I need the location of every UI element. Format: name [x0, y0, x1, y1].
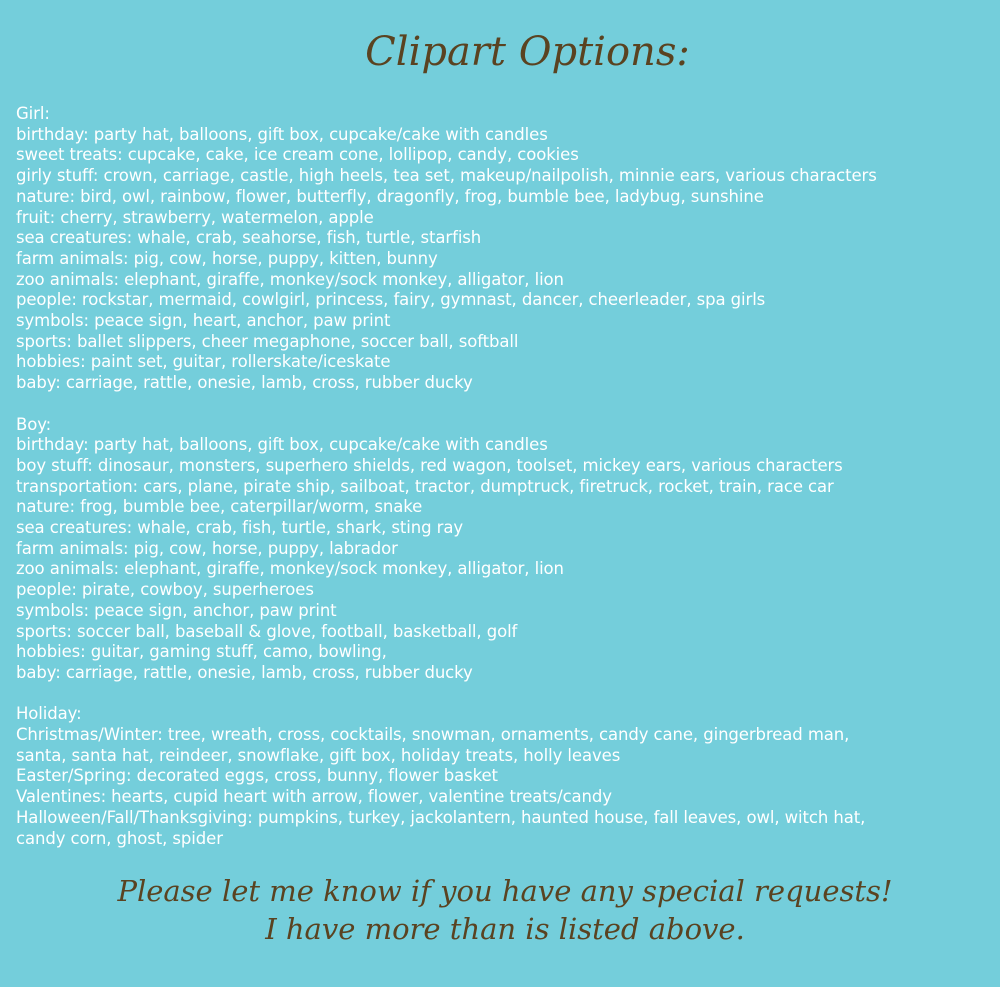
list-item: Christmas/Winter: tree, wreath, cross, cocktails, snowman, ornaments, candy cane, gingerbread man, — [16, 725, 850, 745]
list-item: hobbies: guitar, gaming stuff, camo, bowling, — [16, 642, 387, 662]
footer-line-2: I have more than is listed above. — [265, 912, 745, 946]
list-item: birthday: party hat, balloons, gift box, cupcake/cake with candles — [16, 435, 548, 455]
list-item: boy stuff: dinosaur, monsters, superhero shields, red wagon, toolset, mickey ears, various characters — [16, 455, 843, 475]
list-item: symbols: peace sign, anchor, paw print — [16, 600, 337, 620]
list-item: baby: carriage, rattle, onesie, lamb, cross, rubber ducky — [16, 662, 473, 682]
section-holiday — [16, 704, 996, 849]
list-item: sports: soccer ball, baseball & glove, football, basketball, golf — [16, 621, 518, 641]
list-item: fruit: cherry, strawberry, watermelon, apple — [16, 207, 374, 227]
list-item: baby: carriage, rattle, onesie, lamb, cross, rubber ducky — [16, 373, 473, 393]
options-list — [16, 104, 996, 870]
list-item: sports: ballet slippers, cheer megaphone, soccer ball, softball — [16, 331, 519, 351]
section-heading: Holiday: — [16, 704, 82, 724]
list-item: farm animals: pig, cow, horse, puppy, labrador — [16, 538, 398, 558]
list-item: people: pirate, cowboy, superheroes — [16, 580, 314, 600]
section-heading: Girl: — [16, 104, 50, 123]
list-item: zoo animals: elephant, giraffe, monkey/sock monkey, alligator, lion — [16, 559, 564, 579]
list-item: hobbies: paint set, guitar, rollerskate/iceskate — [16, 352, 391, 372]
list-item: zoo animals: elephant, giraffe, monkey/sock monkey, alligator, lion — [16, 269, 564, 289]
footer-line-1: Please let me know if you have any special requests! — [117, 874, 893, 908]
section-heading: Boy: — [16, 414, 52, 434]
list-item: nature: bird, owl, rainbow, flower, butterfly, dragonfly, frog, bumble bee, ladybug, sunshine — [16, 186, 764, 206]
list-item: farm animals: pig, cow, horse, puppy, kitten, bunny — [16, 248, 438, 268]
list-item: girly stuff: crown, carriage, castle, high heels, tea set, makeup/nailpolish, minnie ears, various characters — [16, 166, 877, 186]
list-item: sea creatures: whale, crab, seahorse, fish, turtle, starfish — [16, 228, 482, 248]
list-item: santa, santa hat, reindeer, snowflake, gift box, holiday treats, holly leaves — [16, 745, 621, 765]
list-item: symbols: peace sign, heart, anchor, paw print — [16, 311, 391, 331]
section-girl — [16, 104, 996, 394]
list-item: Halloween/Fall/Thanksgiving: pumpkins, turkey, jackolantern, haunted house, fall leaves, owl, witch hat, — [16, 807, 866, 827]
list-item: Valentines: hearts, cupid heart with arrow, flower, valentine treats/candy — [16, 787, 612, 807]
list-item: sea creatures: whale, crab, fish, turtle, shark, sting ray — [16, 518, 463, 538]
list-item: candy corn, ghost, spider — [16, 828, 223, 848]
list-item: transportation: cars, plane, pirate ship, sailboat, tractor, dumptruck, firetruck, rocket, train, race car — [16, 476, 834, 496]
page-title: Clipart Options: — [365, 29, 690, 75]
list-item: Easter/Spring: decorated eggs, cross, bunny, flower basket — [16, 766, 498, 786]
list-item: sweet treats: cupcake, cake, ice cream cone, lollipop, candy, cookies — [16, 145, 579, 165]
list-item: people: rockstar, mermaid, cowlgirl, princess, fairy, gymnast, dancer, cheerleader, spa girls — [16, 290, 766, 310]
list-item: birthday: party hat, balloons, gift box, cupcake/cake with candles — [16, 124, 548, 144]
special-requests-note — [0, 872, 1000, 948]
list-item: nature: frog, bumble bee, caterpillar/worm, snake — [16, 497, 423, 517]
section-boy — [16, 415, 996, 684]
